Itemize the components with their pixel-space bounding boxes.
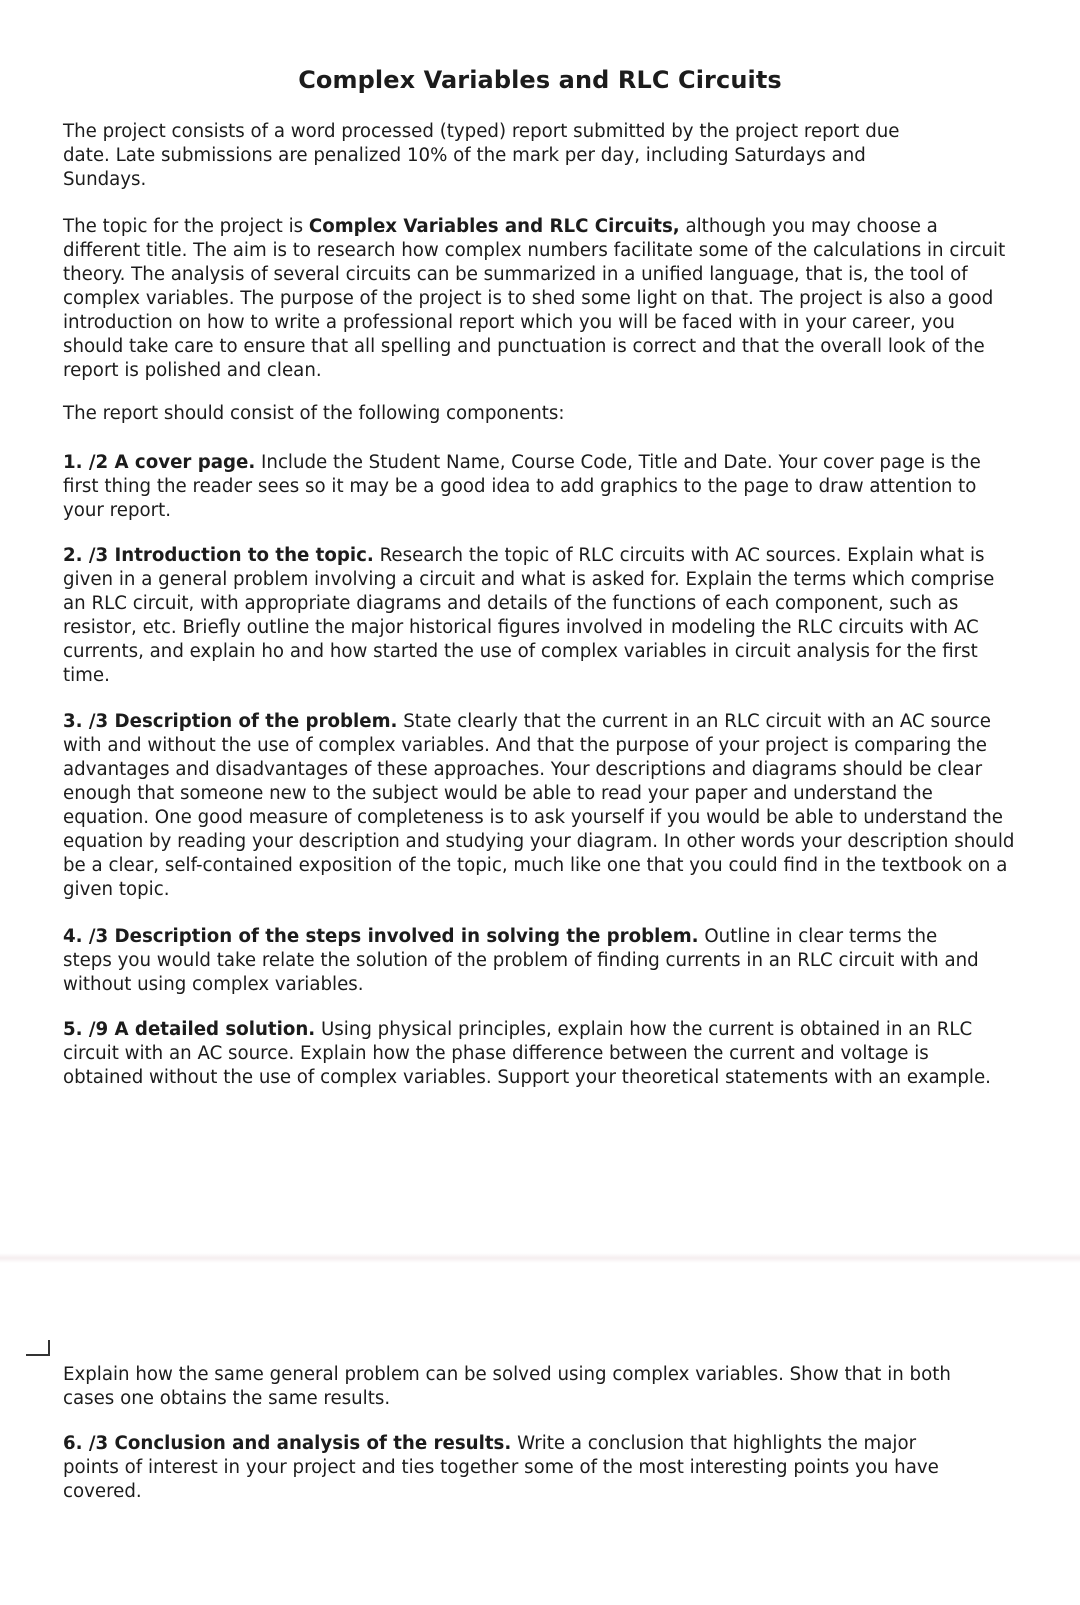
item-body: State clearly that the current in an RLC circuit with an AC source with and without the use of complex variables. And that the purpose of your project is comparing the advantages and disadvantages of these approaches. Your descriptions and diagrams should be clear enough that someone new to the subject would be able to read your paper and understand the equation. One good measure of completeness is to ask yourself if you would be able to understand the equation by reading your description and studying your diagram. In other words your description should be a clear, self-contained exposition of the topic, much like one that you could find in the textbook on a given topic. [63, 711, 1015, 900]
item-heading: 3. /3 Description of the problem. [63, 711, 398, 732]
topic-rest: although you may choose a different title. The aim is to research how complex numbers facilitate some of the calculations in circuit theory. The analysis of several circuits can be summarized in a unified language, that is, the tool of complex variables. The purpose of the project is to shed some light on that. The project is also a good introduction on how to write a professional report which you will be faced with in your career, you should take care to ensure that all spelling and punctuation is correct and that the overall look of the report is polished and clean. [63, 216, 1006, 381]
item-heading: 4. /3 Description of the steps involved in solving the problem. [63, 926, 699, 947]
list-item [63, 544, 1003, 688]
topic-bold: Complex Variables and RLC Circuits, [308, 216, 680, 237]
item-heading: 2. /3 Introduction to the topic. [63, 545, 374, 566]
item-body: Write a conclusion that highlights the major points of interest in your project and ties together some of the most interesting points you have covered. [63, 1433, 939, 1502]
intro-paragraph: The project consists of a word processed (typed) report submitted by the project report due date. Late submissions are penalized 10% of the mark per day, including Saturdays and Sundays. [63, 121, 900, 190]
page-break-divider [0, 1253, 1080, 1263]
continuation-paragraph: Explain how the same general problem can be solved using complex variables. Show that in both cases one obtains the same results. [63, 1364, 951, 1409]
item-heading: 6. /3 Conclusion and analysis of the results. [63, 1433, 512, 1454]
item-body: Using physical principles, explain how the current is obtained in an RLC circuit with an AC source. Explain how the phase difference between the current and voltage is obtained without the use of complex variables. Support your theoretical statements with an example. [63, 1019, 991, 1088]
corner-crop-mark [26, 1340, 50, 1356]
item-body: Research the topic of RLC circuits with AC sources. Explain what is given in a general problem involving a circuit and what is asked for. Explain the terms which comprise an RLC circuit, with appropriate diagrams and details of the functions of each component, such as resistor, etc. Briefly outline the major historical figures involved in modeling the RLC circuits with AC currents, and explain ho and how started the use of complex variables in circuit analysis for the first time. [63, 545, 995, 686]
list-item [63, 451, 983, 523]
item-body: Outline in clear terms the steps you would take relate the solution of the problem of finding currents in an RLC circuit with and without using complex variables. [63, 926, 979, 995]
document-title: Complex Variables and RLC Circuits [298, 66, 782, 94]
list-item [63, 1432, 973, 1504]
list-item [63, 710, 1023, 902]
item-heading: 1. /2 A cover page. [63, 452, 256, 473]
list-item [63, 925, 983, 997]
item-heading: 5. /9 A detailed solution. [63, 1019, 316, 1040]
topic-paragraph [63, 215, 1008, 383]
list-item [63, 1018, 1008, 1090]
item-body: Include the Student Name, Course Code, Title and Date. Your cover page is the first thing the reader sees so it may be a good idea to add graphics to the page to draw attention to your report. [63, 452, 981, 521]
topic-lead: The topic for the project is [63, 216, 309, 237]
components-intro: The report should consist of the following components: [63, 403, 565, 424]
